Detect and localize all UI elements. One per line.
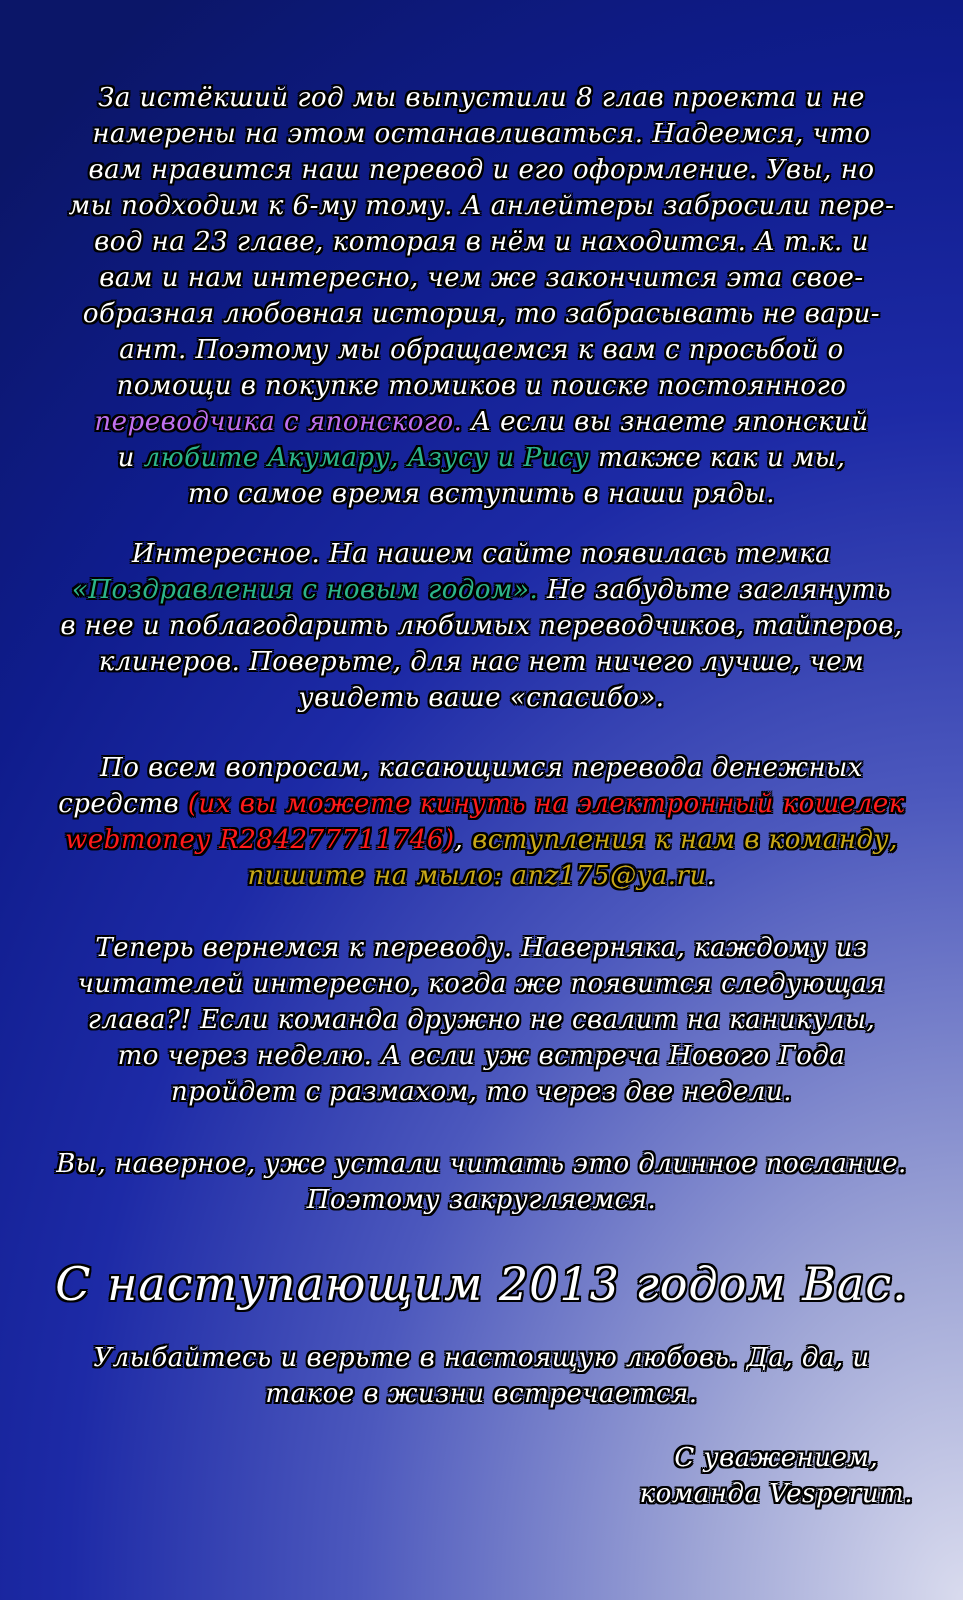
paragraph-next-chapter xyxy=(20,930,943,1110)
greeting-heading: С наступающим 2013 годом Вас. xyxy=(55,1257,908,1311)
text-line: читателей интересно, когда же появится следующая xyxy=(77,969,886,999)
highlight-email[interactable]: пишите на мыло: anz175@ya.ru xyxy=(247,861,707,891)
text-line: глава?! Если команда дружно не свалит на каникулы, xyxy=(87,1005,876,1035)
text-line: мы подходим к 6-му тому. А анлейтеры забросили пере- xyxy=(68,191,895,221)
text-line: По всем вопросам, касающимся перевода денежных xyxy=(100,753,863,783)
paragraph-site-topic xyxy=(20,536,943,716)
text-line: Улыбайтесь и верьте в настоящую любовь. Да, да, и xyxy=(93,1343,870,1373)
highlight-translator-wanted: переводчика с японского. xyxy=(94,407,463,437)
text-fragment: Не забудьте заглянуть xyxy=(538,575,892,605)
text-line: Вы, наверное, уже устали читать это длинное послание. xyxy=(56,1149,907,1179)
text-line: клинеров. Поверьте, для нас нет ничего лучше, чем xyxy=(98,647,865,677)
text-line: Поэтому закругляемся. xyxy=(306,1185,657,1215)
signature xyxy=(640,1440,913,1512)
text-fragment: средств xyxy=(58,789,188,819)
signature-team: команда Vesperum. xyxy=(639,1479,913,1509)
text-line: в нее и поблагодарить любимых переводчиков, тайперов, xyxy=(60,611,903,641)
paragraph-contacts xyxy=(20,750,943,894)
text-line xyxy=(20,404,943,440)
text-line: вам и нам интересно, чем же закончится эта свое- xyxy=(99,263,864,293)
signature-line: С уважением, xyxy=(674,1443,879,1473)
highlight-wallet-note: (их вы можете кинуть на электронный кошелек xyxy=(187,789,905,819)
text-line: ант. Поэтому мы обращаемся к вам с просьбой о xyxy=(119,335,844,365)
text-line: такое в жизни встречается. xyxy=(265,1379,698,1409)
text-line: помощи в покупке томиков и поиске постоянного xyxy=(116,371,847,401)
paragraph-closing xyxy=(20,1146,943,1218)
text-fragment: А если вы знаете японский xyxy=(462,407,869,437)
text-line xyxy=(20,572,943,608)
text-line: образная любовная история, то забрасывать не вари- xyxy=(82,299,881,329)
text-line: вод на 23 главе, которая в нём и находится. А т.к. и xyxy=(94,227,869,257)
text-line: За истёкший год мы выпустили 8 глав проекта и не xyxy=(98,83,865,113)
text-line: пройдет с размахом, то через две недели. xyxy=(171,1077,792,1107)
text-line xyxy=(20,440,943,476)
highlight-join-team: вступления к нам в команду, xyxy=(472,825,898,855)
highlight-characters: любите Акумару, Азусу и Рису xyxy=(143,443,590,473)
text-line xyxy=(20,822,943,858)
paragraph-wish xyxy=(20,1340,943,1412)
text-fragment: также как и мы, xyxy=(589,443,846,473)
text-line xyxy=(20,858,943,894)
highlight-wallet-number: webmoney R284277711746) xyxy=(65,825,455,855)
text-line: увидеть ваше «спасибо». xyxy=(298,683,665,713)
text-fragment: и xyxy=(117,443,144,473)
paragraph-project-news xyxy=(20,80,943,512)
text-fragment: . xyxy=(706,861,716,891)
text-line: Интересное. На нашем сайте появилась темка xyxy=(131,539,832,569)
text-line: Теперь вернемся к переводу. Наверняка, каждому из xyxy=(95,933,868,963)
highlight-topic-link[interactable]: «Поздравления с новым годом». xyxy=(71,575,539,605)
text-line: вам нравится наш перевод и его оформление. Увы, но xyxy=(88,155,875,185)
text-line xyxy=(20,786,943,822)
text-line: то самое время вступить в наши ряды. xyxy=(187,479,776,509)
text-fragment: , xyxy=(454,825,473,855)
text-line: то через неделю. А если уж встреча Нового Года xyxy=(117,1041,846,1071)
text-line: намерены на этом останавливаться. Надеемся, что xyxy=(92,119,871,149)
new-year-greeting xyxy=(20,1256,943,1312)
